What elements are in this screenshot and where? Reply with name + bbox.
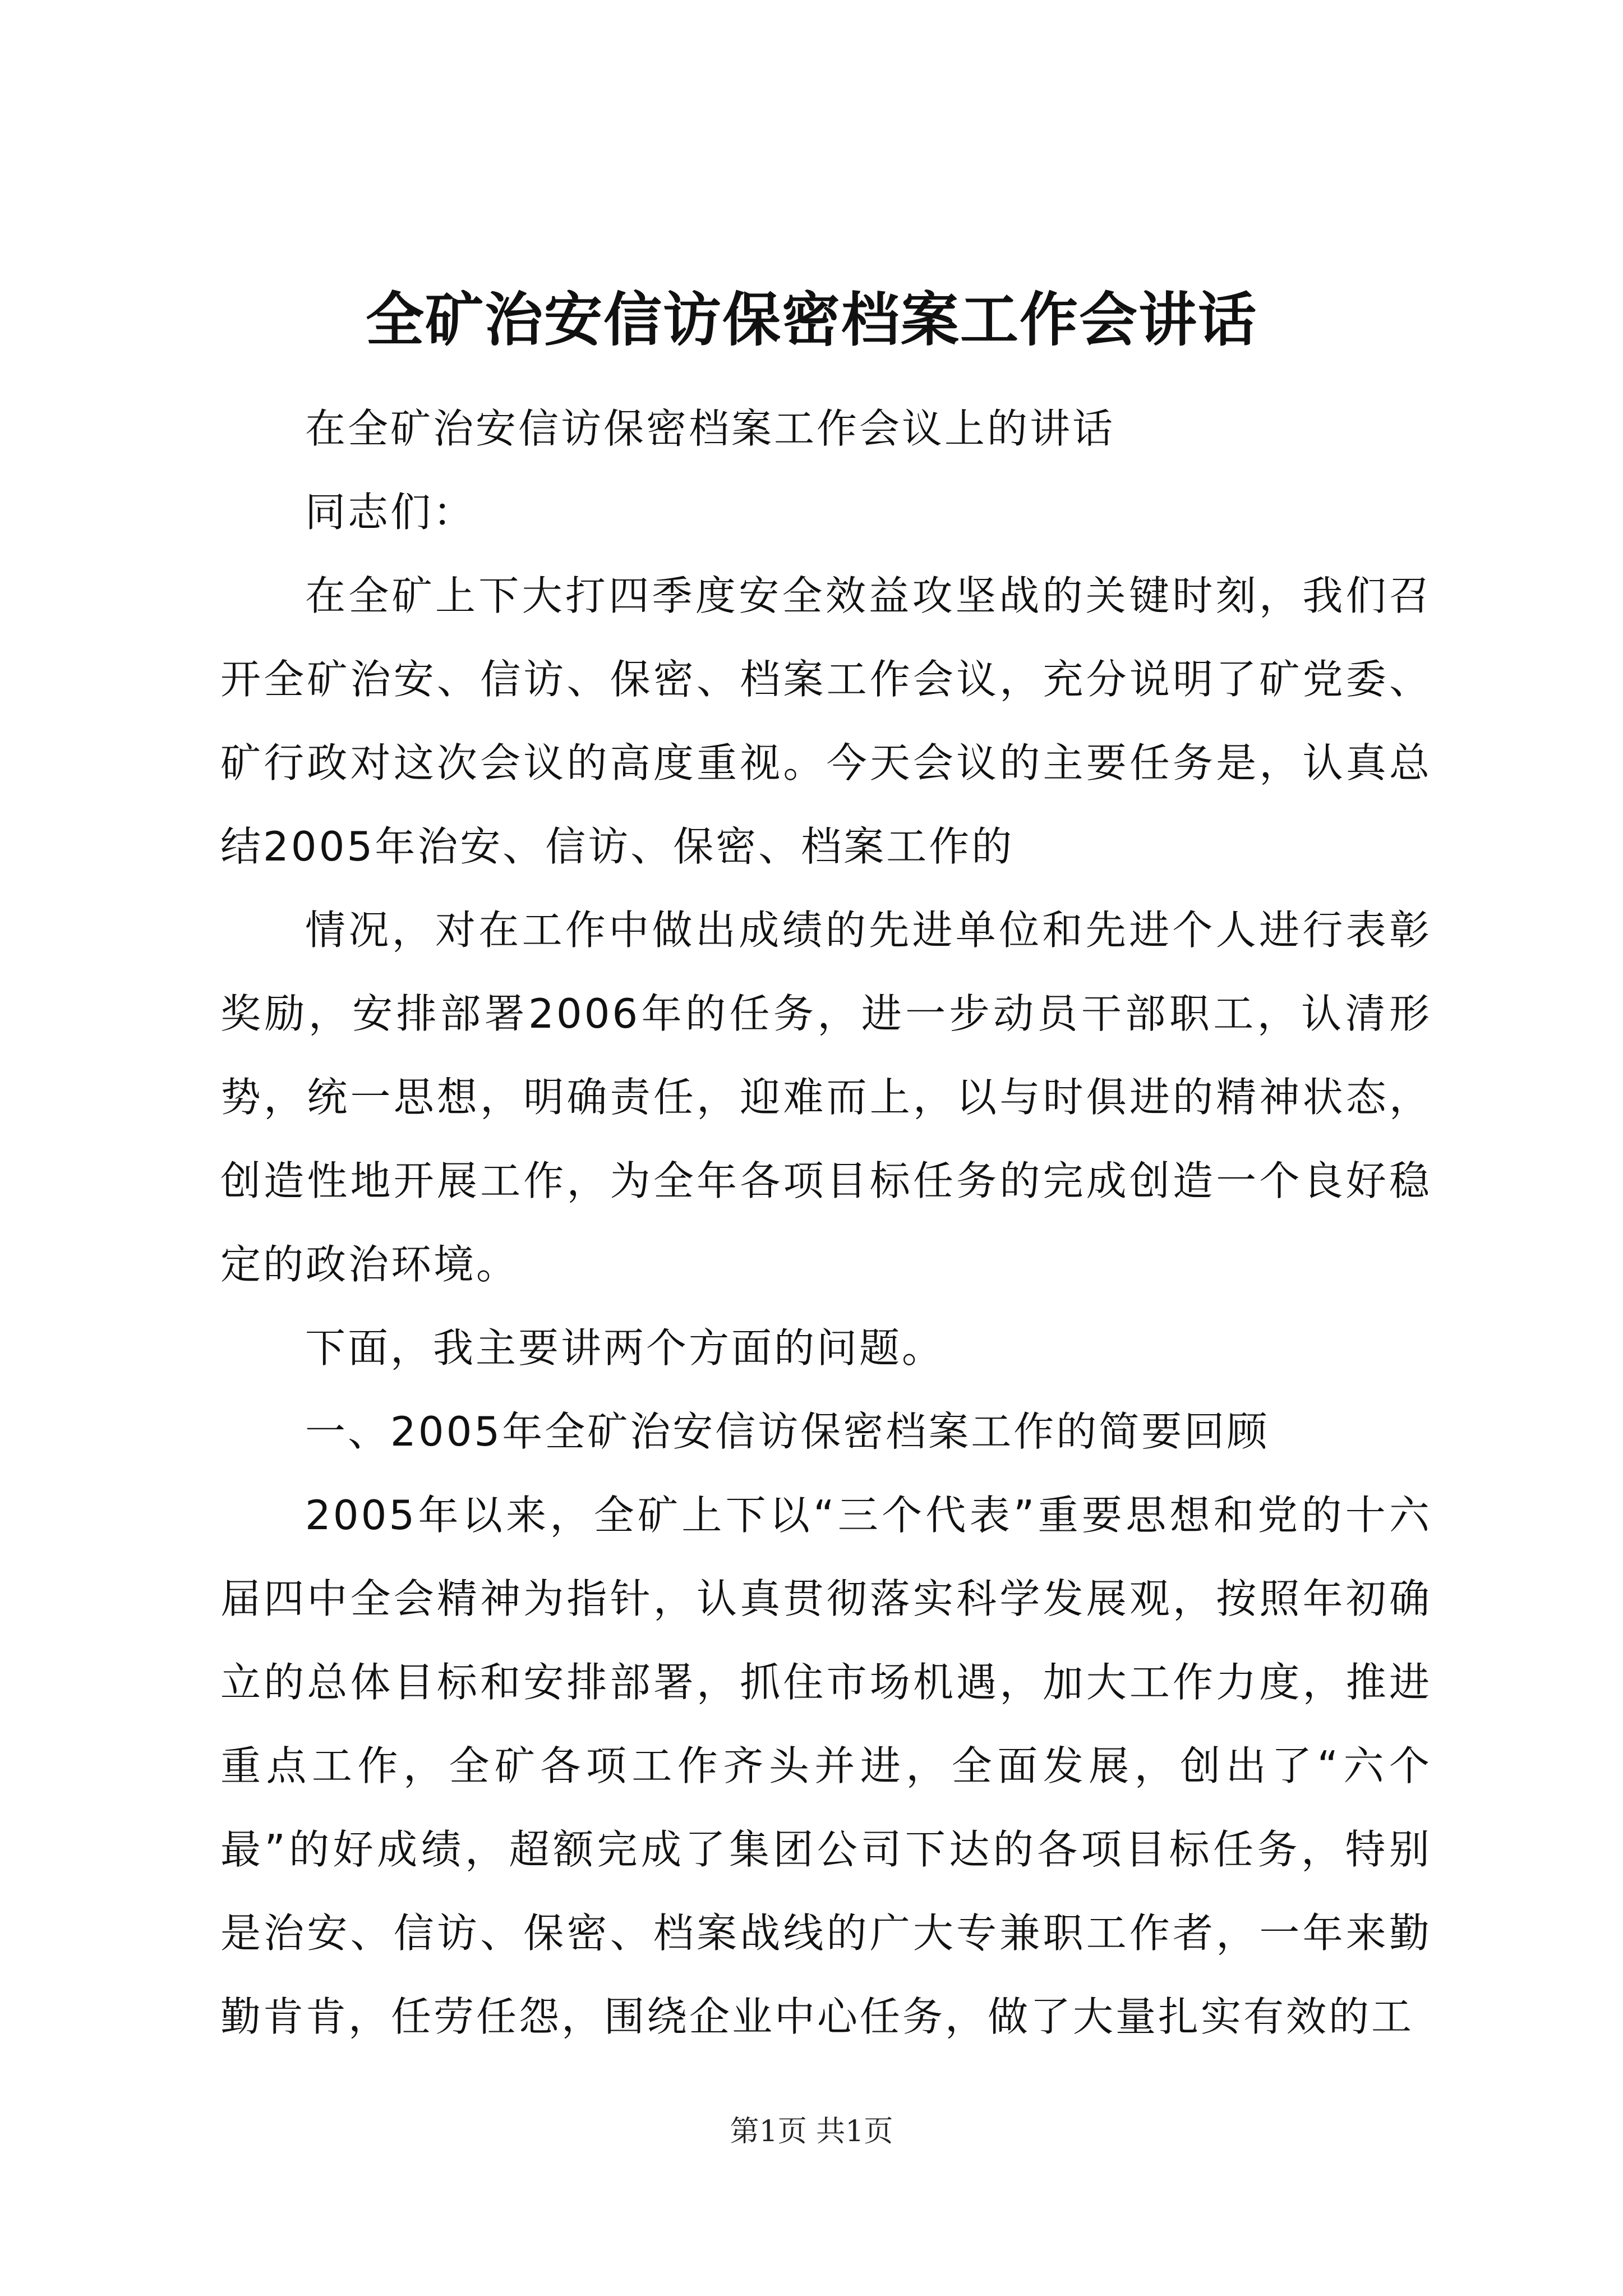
section-heading: 一、2005年全矿治安信访保密档案工作的简要回顾 xyxy=(305,1408,1270,1455)
document-body xyxy=(220,387,1432,2059)
body-paragraph: 下面，我主要讲两个方面的问题。 xyxy=(305,1324,945,1372)
body-paragraph: 在全矿上下大打四季度安全效益攻坚战的关键时刻，我们召开全矿治安、信访、保密、档案工作会议，充分说明了矿党委、矿行政对这次会议的高度重视。今天会议的主要任务是，认真总结2005年治安、信访、保密、档案工作的 xyxy=(220,572,1432,870)
document-title: 全矿治安信访保密档案工作会讲话 xyxy=(365,285,1257,354)
body-paragraph: 情况，对在工作中做出成绩的先进单位和先进个人进行表彰奖励，安排部署2006年的任务，进一步动员干部职工，认清形势，统一思想，明确责任，迎难而上，以与时俱进的精神状态，创造性地开展工作，为全年各项目标任务的完成创造一个良好稳定的政治环境。 xyxy=(220,907,1432,1288)
page-number-footer: 第1页 共1页 xyxy=(730,2115,893,2148)
subtitle-paragraph: 在全矿治安信访保密档案工作会议上的讲话 xyxy=(305,405,1115,452)
salutation-paragraph: 同志们： xyxy=(305,489,476,536)
body-paragraph: 2005年以来，全矿上下以“三个代表”重要思想和党的十六届四中全会精神为指针，认真贯彻落实科学发展观，按照年初确立的总体目标和安排部署，抓住市场机遇，加大工作力度，推进重点工作，全矿各项工作齐头并进，全面发展，创出了“六个最”的好成绩，超额完成了集团公司下达的各项目标任务，特别是治安、信访、保密、档案战线的广大专兼职工作者，一年来勤勤肯肯，任劳任怨，围绕企业中心任务，做了大量扎实有效的工 xyxy=(220,1492,1432,2040)
